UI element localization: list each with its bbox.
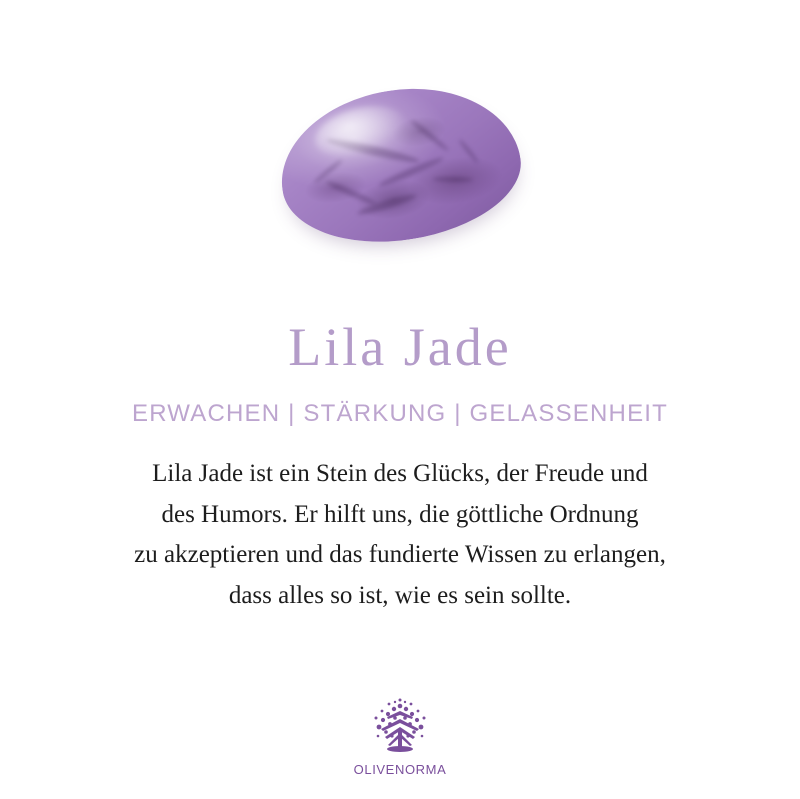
description-line: dass alles so ist, wie es sein sollte.: [228, 581, 572, 609]
brand-name: OLIVENORMA: [353, 762, 447, 777]
description-line: zu akzeptieren und das fundierte Wissen zu erlangen,: [134, 541, 666, 568]
description-line: Lila Jade ist ein Stein des Glücks, der Freude und: [152, 460, 648, 487]
page-title: Lila Jade: [288, 317, 512, 377]
stone-image-area: [0, 0, 800, 320]
stone-vein: [410, 118, 450, 152]
product-keywords: ERWACHEN | STÄRKUNG | GELASSENHEIT: [131, 400, 669, 427]
stone-vein: [458, 138, 480, 164]
brand-logo: [0, 687, 800, 777]
stone-vein: [325, 179, 378, 207]
stone-vein: [433, 177, 473, 183]
stone-veins: [270, 72, 531, 258]
tree-of-life-icon: [357, 687, 443, 761]
description-line: des Humors. Er hilft uns, die göttliche Ordnung: [161, 500, 639, 528]
purple-jade-stone-image: [280, 90, 520, 240]
product-description: [60, 454, 740, 616]
